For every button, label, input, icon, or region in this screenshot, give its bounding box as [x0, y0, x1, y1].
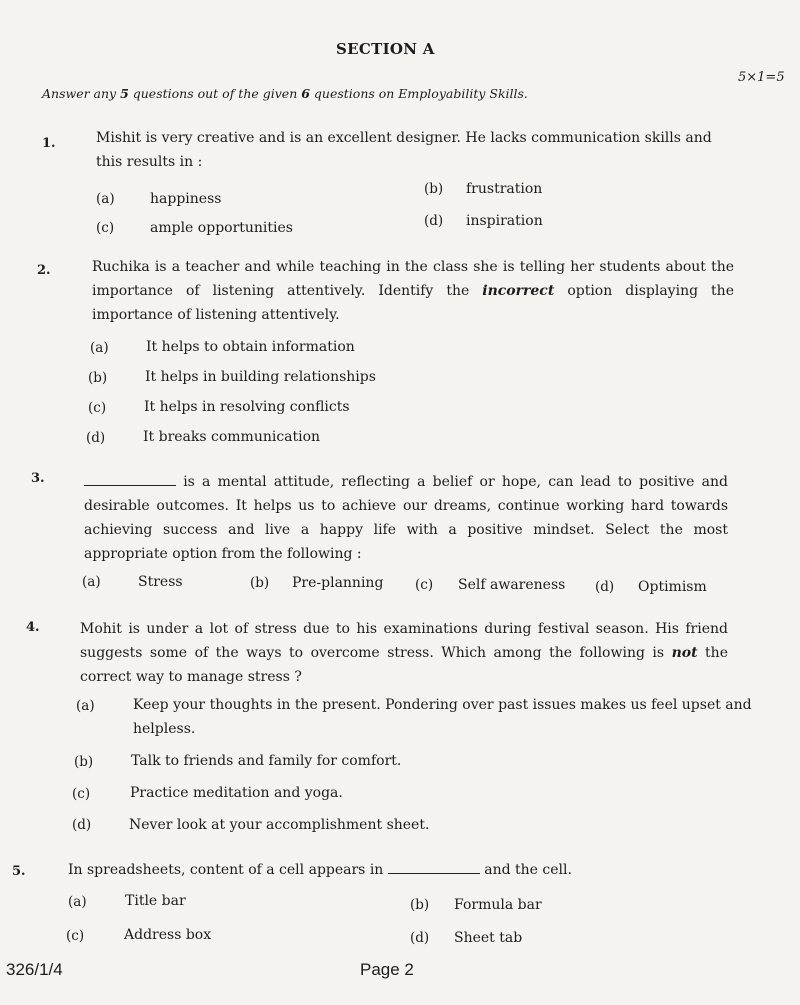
option-text: Optimism — [638, 579, 707, 595]
option-letter: (d) — [424, 213, 444, 229]
option-letter: (a) — [82, 574, 101, 590]
question-text: is a mental attitude, reflecting a belief or hope, can lead to positive and desirable outcomes. It helps us to achieve our dreams, continue working hard towards achieving success and live a happy life with a positive mindset. Select the most appropriate option from the following : — [84, 470, 728, 566]
instruction-text: Answer any 5 questions out of the given 6 questions on Employability Skills. — [42, 86, 528, 101]
option-text: It breaks communication — [143, 429, 321, 445]
option-text: happiness — [150, 191, 222, 207]
option-letter: (a) — [76, 698, 95, 714]
option-text: Stress — [138, 574, 183, 590]
option-text: Self awareness — [458, 577, 566, 593]
option-letter: (d) — [86, 430, 106, 446]
question-number: 2. — [37, 263, 51, 278]
paper-code: 326/1/4 — [6, 960, 63, 979]
fill-blank — [388, 861, 480, 874]
option-text: Pre-planning — [292, 575, 384, 591]
question-text: Mishit is very creative and is an excellent designer. He lacks communication skills and this results in : — [96, 130, 712, 170]
section-title: SECTION A — [336, 40, 435, 58]
option-letter: (c) — [415, 577, 434, 593]
option-letter: (c) — [96, 220, 115, 236]
question-number: 4. — [26, 620, 40, 635]
option-text: frustration — [466, 181, 543, 197]
option-text: It helps to obtain information — [146, 339, 355, 355]
question-number: 3. — [31, 471, 45, 486]
option-letter: (b) — [250, 575, 270, 591]
question-text: Ruchika is a teacher and while teaching in the class she is telling her students about the importance of listening attentively. Identify the incorrect option displaying the importance of listening attentively. — [92, 259, 734, 323]
option-letter: (a) — [90, 340, 109, 356]
option-letter: (d) — [410, 930, 430, 946]
fill-blank — [84, 471, 176, 486]
question-text: In spreadsheets, content of a cell appears in and the cell. — [68, 862, 572, 878]
option-text: Never look at your accomplishment sheet. — [129, 817, 430, 833]
question-text: Mohit is under a lot of stress due to his examinations during festival season. His friend suggests some of the ways to overcome stress. Which among the following is not the correct way to manage stress ? — [80, 621, 728, 685]
option-text: It helps in resolving conflicts — [144, 399, 350, 415]
option-text: Practice meditation and yoga. — [130, 785, 343, 801]
question-number: 1. — [42, 136, 56, 151]
option-letter: (d) — [595, 579, 615, 595]
option-text: Sheet tab — [454, 930, 523, 946]
option-text: inspiration — [466, 213, 543, 229]
option-letter: (c) — [88, 400, 107, 416]
option-letter: (b) — [74, 754, 94, 770]
option-letter: (b) — [88, 370, 108, 386]
option-letter: (b) — [410, 897, 430, 913]
option-letter: (c) — [72, 786, 91, 802]
option-letter: (d) — [72, 817, 92, 833]
marks-allocation: 5×1=5 — [738, 70, 785, 85]
option-letter: (c) — [66, 928, 85, 944]
option-text: Talk to friends and family for comfort. — [131, 753, 402, 769]
option-text: ample opportunities — [150, 220, 293, 236]
option-text: Keep your thoughts in the present. Pondering over past issues makes us feel upset and helpless. — [133, 697, 752, 737]
option-letter: (b) — [424, 181, 444, 197]
page-number: Page 2 — [360, 960, 414, 979]
option-text: It helps in building relationships — [145, 369, 376, 385]
question-number: 5. — [12, 864, 26, 879]
option-text: Title bar — [125, 893, 186, 909]
option-letter: (a) — [68, 894, 87, 910]
option-text: Address box — [124, 927, 212, 943]
option-letter: (a) — [96, 191, 115, 207]
option-text: Formula bar — [454, 897, 542, 913]
